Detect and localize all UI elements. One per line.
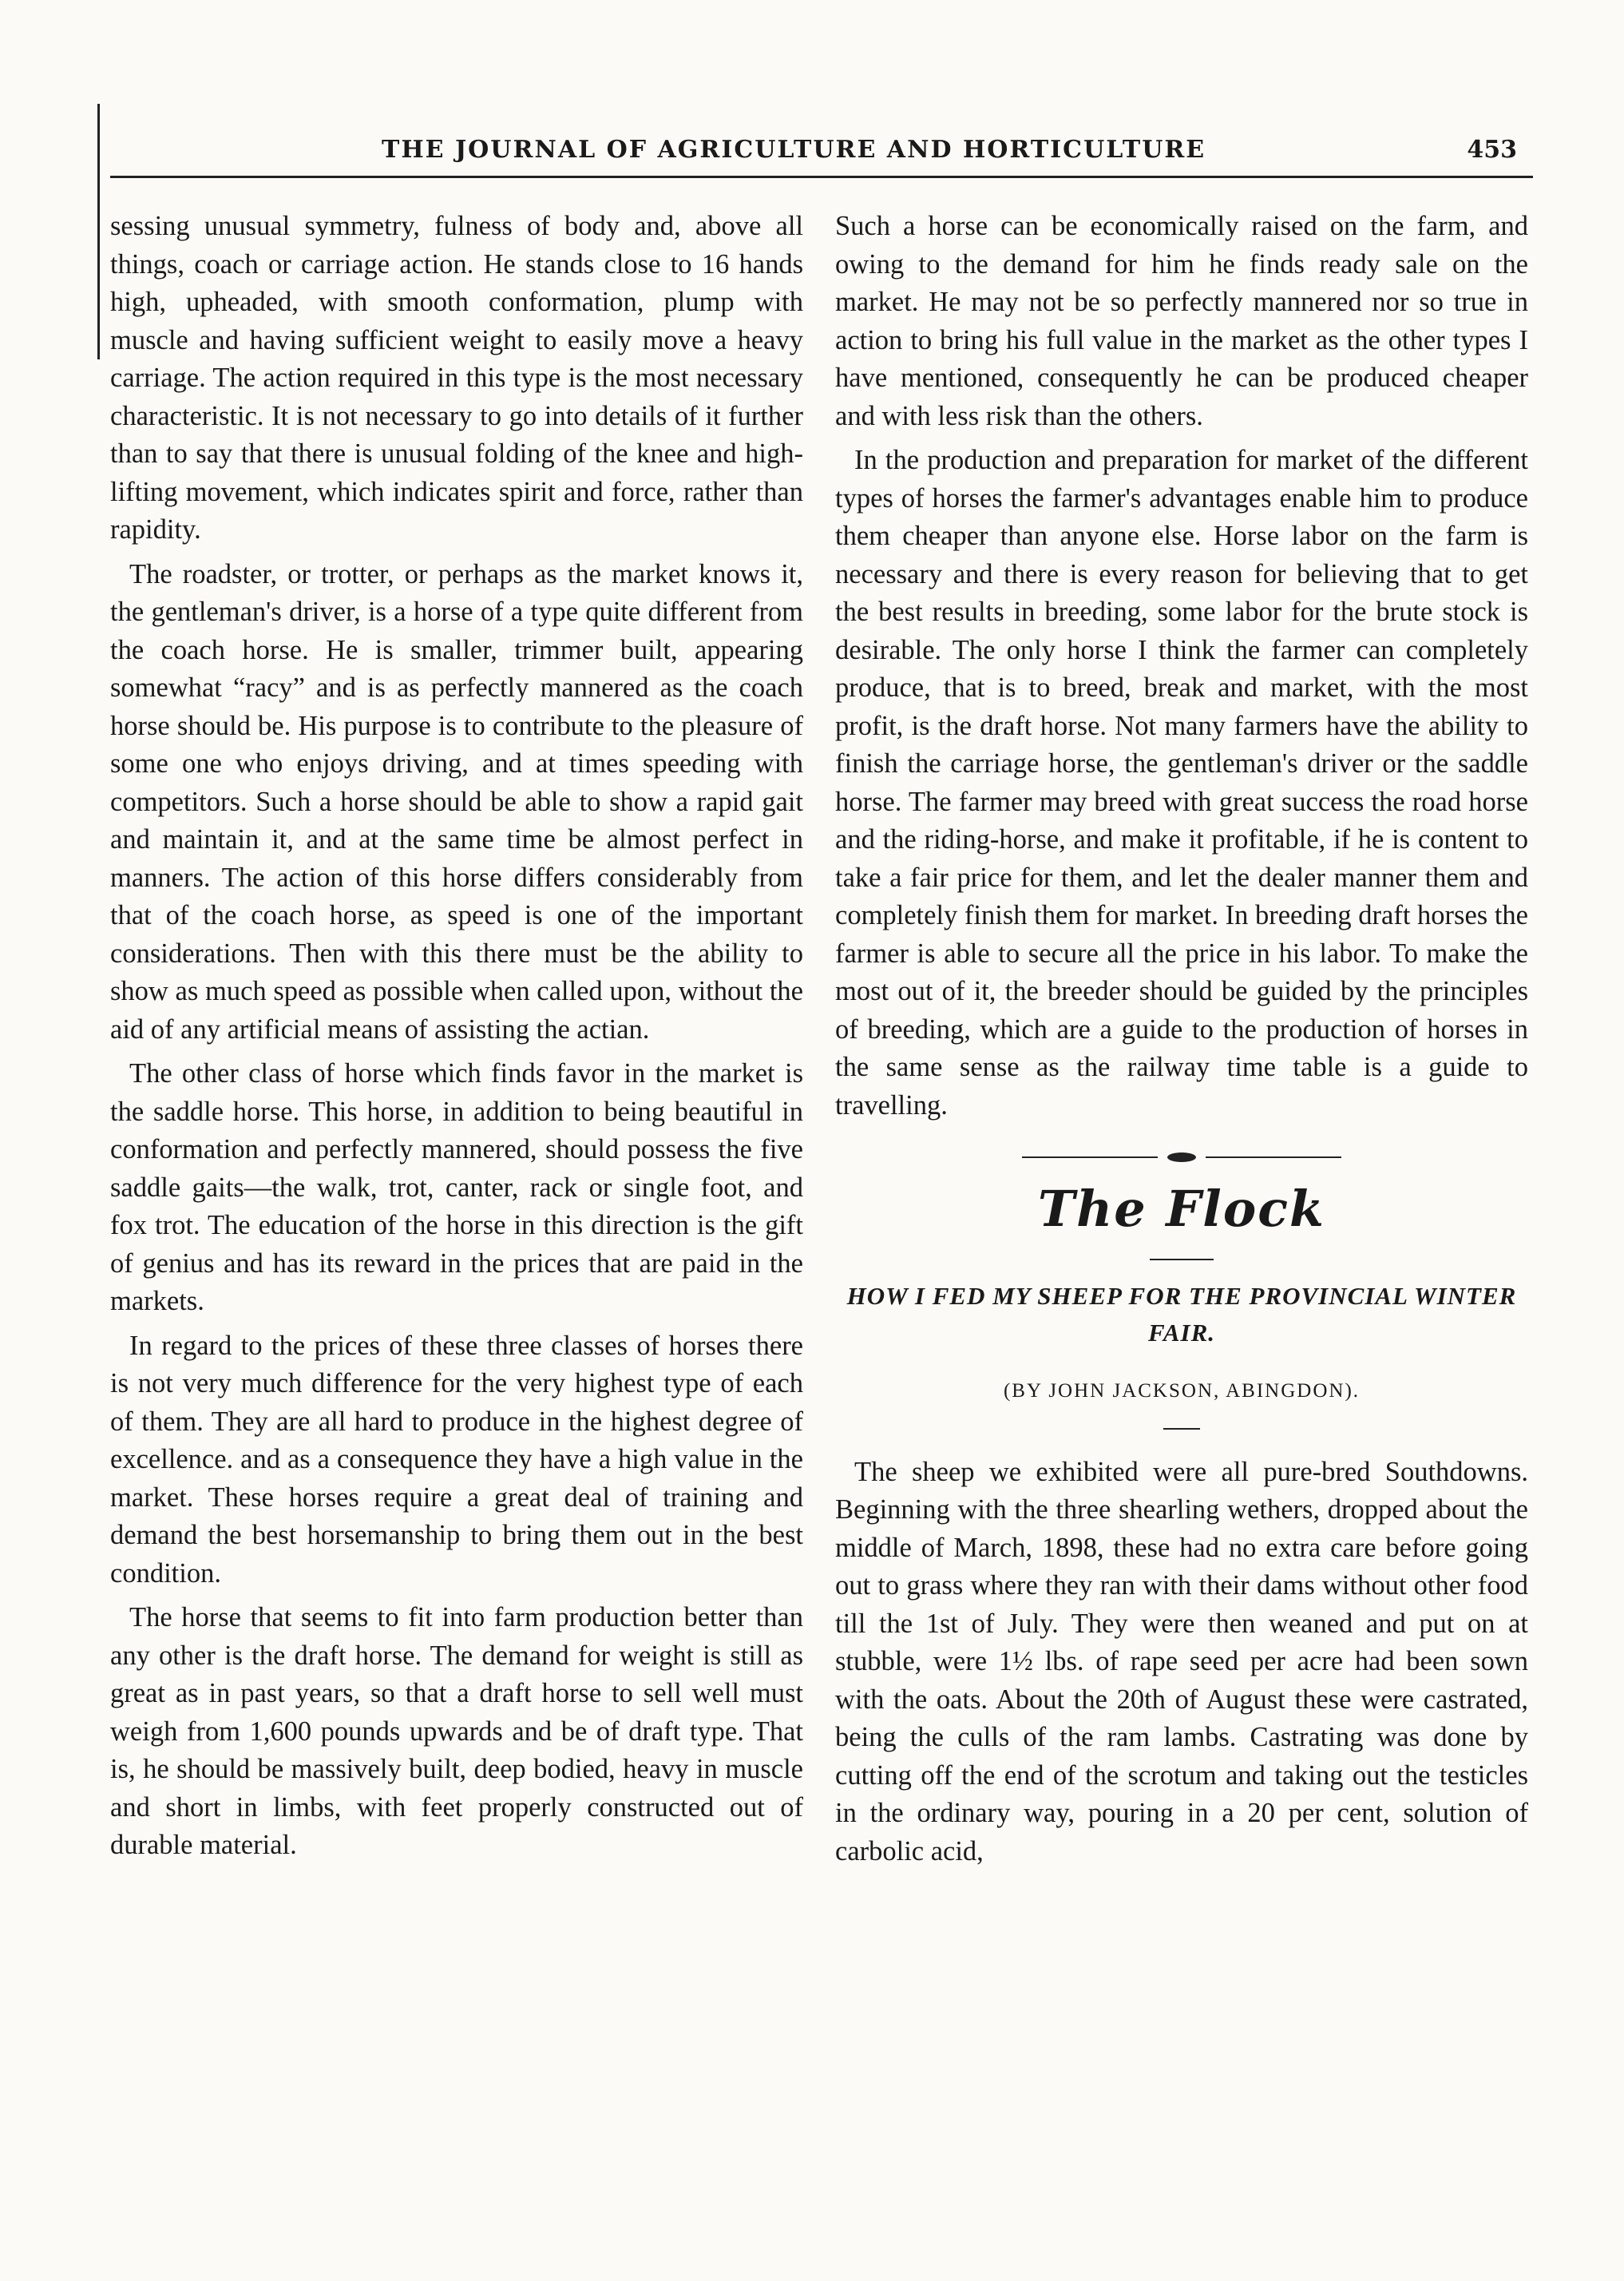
left-column <box>110 208 803 1871</box>
heading-rule <box>1150 1259 1214 1260</box>
divider-line-right <box>1206 1156 1341 1158</box>
article-byline: (BY JOHN JACKSON, ABINGDON). <box>1003 1380 1361 1402</box>
margin-rule <box>97 104 100 359</box>
paragraph: The sheep we exhibited were all pure-bred Southdowns. Beginning with the three shearling wethers, dropped about the middle of March, 1898, these had no extra care before going out to grass where they ran with their dams without other food till the 1st of July. They were then weaned and put on at stubble, were 1½ lbs. of rape seed per acre had been sown with the oats. About the 20th of August these were castrated, being the culls of the ram lambs. Castrating was done by cutting off the end of the scrotum and taking out the testicles in the ordinary way, pouring in a 20 per cent, solution of carbolic acid, <box>835 1456 1528 1866</box>
paragraph: Such a horse can be economically raised on the farm, and owing to the demand for him he finds ready sale on the market. He may not be so perfectly mannered nor so true in action to bring his full value in the market as the other types I have mentioned, consequently he can be produced cheaper and with less risk than the others. <box>835 211 1528 431</box>
running-header <box>110 128 1533 178</box>
paragraph: In regard to the prices of these three classes of horses there is not very much difference for the very highest type of each of them. They are all hard to produce in the highest degree of excellence. and as a consequence they have a high value in the market. These horses require a great deal of training and demand the best horsemanship to bring them out in the best condition. <box>110 1330 803 1589</box>
paragraph: The roadster, or trotter, or perhaps as the market knows it, the gentleman's driver, is a horse of a type quite different from the coach horse. He is smaller, trimmer built, appearing somewhat “racy” and is as perfectly mannered as the coach horse should be. His purpose is to contribute to the pleasure of some one who enjoys driving, and at times speeding with competitors. Such a horse should be able to show a rapid gait and maintain it, and at the same time be almost perfect in manners. The action of this horse differs considerably from that of the coach horse, as speed is one of the important considerations. Then with this there must be the ability to show as much speed as possible when called upon, without the aid of any artificial means of assisting the actian. <box>110 558 803 1045</box>
page-number: 453 <box>1467 136 1517 164</box>
section-divider-ornament <box>1022 1152 1341 1163</box>
paragraph: sessing unusual symmetry, fulness of body and, above all things, coach or carriage action. He stands close to 16 hands high, upheaded, with smooth conformation, plump with muscle and having sufficient weight to easily move a heavy carriage. The action required in this type is the most necessary characteristic. It is not necessary to go into details of it further than to say that there is unusual folding of the knee and high-lifting movement, which indicates spirit and force, rather than rapidity. <box>110 211 803 545</box>
paragraph: The other class of horse which finds favor in the market is the saddle horse. This horse, in addition to being beautiful in conformation and perfectly mannered, should possess the five saddle gaits—the walk, trot, canter, rack or single foot, and fox trot. The education of the horse in this direction is the gift of genius and has its reward in the prices that are paid in the markets. <box>110 1058 803 1316</box>
section-heading: The Flock <box>1038 1180 1325 1238</box>
paragraph: In the production and preparation for market of the different types of horses the farmer's advantages enable him to produce them cheaper than anyone else. Horse labor on the farm is necessary and there is every reason for believing that to get the best results in breeding, some labor for the brute stock is desirable. The only horse I think the farmer can completely produce, that is to breed, break and market, with the most profit, is the draft horse. Not many farmers have the ability to finish the carriage horse, the gentleman's driver or the saddle horse. The farmer may breed with great success the road horse and the riding-horse, and make it profitable, if he is content to take a fair price for them, and let the dealer manner them and completely finish them for market. In breeding draft horses the farmer is able to secure all the price in his labor. To make the most out of it, the breeder should be guided by the principles of breeding, which are a guide to the production of horses in the same sense as the railway time table is a guide to travelling. <box>835 445 1528 1121</box>
paragraph: The horse that seems to fit into farm production better than any other is the draft horse. The demand for weight is still as great as in past years, so that a draft horse to sell well must weigh from 1,600 pounds upwards and be of draft type. That is, he should be massively built, deep bodied, heavy in muscle and short in limbs, with feet properly constructed out of durable material. <box>110 1602 803 1860</box>
divider-diamond <box>1167 1152 1196 1162</box>
article-title: HOW I FED MY SHEEP FOR THE PROVINCIAL WINTER FAIR. <box>846 1282 1517 1347</box>
journal-title: THE JOURNAL OF AGRICULTURE AND HORTICULTURE <box>382 136 1206 164</box>
divider-line-left <box>1022 1156 1158 1158</box>
right-column <box>835 208 1528 1877</box>
byline-rule <box>1163 1428 1200 1430</box>
journal-page <box>110 128 1533 1866</box>
